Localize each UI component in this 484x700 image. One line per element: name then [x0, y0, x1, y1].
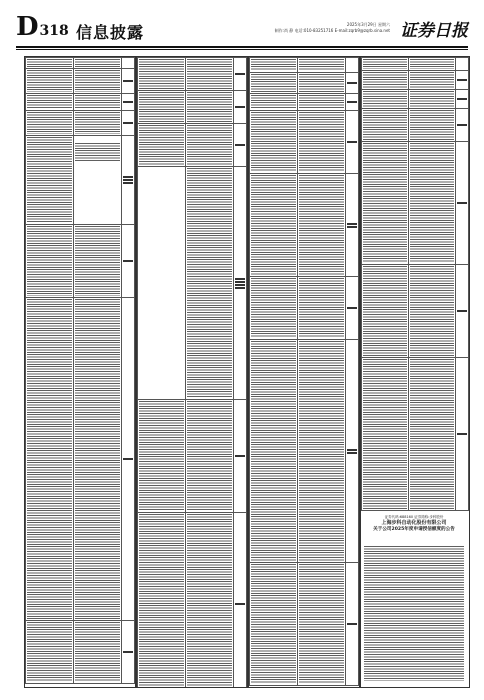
text-block	[75, 70, 120, 92]
text-block	[187, 168, 232, 398]
table-cell	[74, 111, 122, 136]
text-block	[139, 125, 184, 165]
table-cell	[250, 563, 298, 686]
table-cell	[26, 94, 74, 111]
vote-cell	[122, 298, 135, 621]
column-3	[248, 56, 360, 688]
column-2	[136, 56, 248, 688]
table-cell	[362, 358, 409, 511]
text-block	[299, 74, 344, 92]
text-block	[187, 125, 232, 165]
table-cell	[26, 621, 74, 684]
table-cell	[186, 124, 234, 167]
table-cell	[409, 90, 456, 109]
vote-cell	[122, 621, 135, 684]
table-cell	[298, 277, 346, 340]
table-cell	[298, 563, 346, 686]
table-cell	[138, 58, 186, 91]
table-cell	[409, 142, 456, 265]
text-block	[363, 143, 407, 263]
vote-cell	[456, 358, 469, 511]
page-number	[16, 14, 69, 40]
table-cell	[409, 109, 456, 142]
text-block	[187, 59, 232, 89]
table-cell	[250, 174, 298, 277]
text-block	[363, 91, 407, 107]
table-cell	[250, 73, 298, 94]
vote-cell	[456, 71, 469, 90]
text-block	[139, 59, 184, 89]
table-cell	[186, 513, 234, 689]
table-cell	[409, 265, 456, 358]
notice-heading	[362, 515, 466, 533]
table-cell	[186, 58, 234, 91]
text-block	[363, 266, 407, 356]
text-block	[75, 112, 120, 134]
text-block	[410, 72, 454, 88]
stock-code-line: 证券代码:688160 证券简称:步科股份	[384, 515, 444, 519]
table-cell	[298, 111, 346, 174]
table-cell	[409, 71, 456, 90]
notice-title: 关于公司2025年度申请授信额度的公告	[373, 527, 455, 532]
table-cell	[138, 400, 186, 513]
vote-cell	[456, 142, 469, 265]
text-block	[299, 59, 344, 71]
table-cell	[298, 58, 346, 73]
text-block	[251, 74, 296, 92]
text-block	[363, 59, 407, 69]
table-cell	[26, 298, 74, 621]
company-name: 上海步科自动化股份有限公司	[381, 520, 447, 526]
table-cell	[250, 94, 298, 111]
text-block	[27, 70, 72, 92]
vote-cell	[122, 69, 135, 94]
text-block	[27, 226, 72, 296]
disclosure-table	[249, 57, 359, 686]
text-block	[187, 401, 232, 511]
table-cell	[74, 58, 122, 69]
text-block	[410, 110, 454, 140]
table-cell	[186, 400, 234, 513]
editor-line: 制作:尚 静 电话:010-83251716 E-mail:zqrb9@zqrb.sina.net	[274, 28, 390, 33]
table-cell	[138, 167, 186, 400]
notice-body-text	[364, 546, 464, 681]
vote-cell	[346, 111, 359, 174]
column-1	[24, 56, 136, 688]
text-block	[251, 564, 296, 684]
table-cell	[26, 111, 74, 136]
text-block	[299, 112, 344, 172]
text-block	[27, 59, 72, 67]
text-block	[299, 564, 344, 684]
text-block	[410, 359, 454, 509]
table-cell	[26, 136, 74, 225]
table-cell	[138, 513, 186, 689]
text-block	[251, 59, 296, 71]
date-line: 2025年3月29日 星期六	[346, 22, 390, 27]
text-block	[299, 95, 344, 109]
text-block	[27, 112, 72, 134]
text-block	[410, 143, 454, 263]
table-cell	[26, 58, 74, 69]
page-letter: D	[16, 12, 39, 42]
vote-cell	[346, 58, 359, 73]
table-cell	[186, 91, 234, 124]
table-cell	[409, 58, 456, 71]
table-cell	[74, 136, 122, 225]
text-block	[75, 95, 120, 109]
text-block	[75, 143, 120, 161]
table-cell	[250, 58, 298, 73]
text-block	[251, 95, 296, 109]
table-cell	[298, 94, 346, 111]
text-block	[75, 59, 120, 67]
text-block	[363, 72, 407, 88]
table-cell	[186, 167, 234, 400]
vote-cell	[346, 277, 359, 340]
text-block	[363, 359, 407, 509]
vote-cell	[122, 94, 135, 111]
table-cell	[250, 111, 298, 174]
header-rule	[16, 46, 468, 48]
vote-cell	[234, 91, 247, 124]
table-cell	[362, 58, 409, 71]
table-cell	[298, 174, 346, 277]
vote-cell	[234, 513, 247, 689]
text-block	[139, 92, 184, 122]
text-block	[27, 299, 72, 619]
table-cell	[74, 298, 122, 621]
table-cell	[138, 91, 186, 124]
vote-cell	[234, 124, 247, 167]
text-block	[187, 92, 232, 122]
text-block	[410, 59, 454, 69]
vote-cell	[456, 90, 469, 109]
text-block	[299, 341, 344, 561]
edition-meta	[275, 22, 390, 34]
table-cell	[362, 265, 409, 358]
table-cell	[362, 109, 409, 142]
text-block	[187, 514, 232, 688]
text-block	[410, 91, 454, 107]
table-cell	[26, 69, 74, 94]
vote-cell	[234, 58, 247, 91]
brand-logo: 证券日报	[400, 21, 468, 41]
table-cell	[250, 277, 298, 340]
table-cell	[409, 358, 456, 511]
text-block	[251, 341, 296, 561]
text-block	[75, 299, 120, 619]
vote-cell	[122, 136, 135, 225]
text-block	[139, 514, 184, 688]
disclosure-table	[361, 57, 469, 511]
text-block	[363, 110, 407, 140]
text-block	[139, 401, 184, 511]
text-block	[27, 622, 72, 682]
table-cell	[298, 73, 346, 94]
text-block	[299, 175, 344, 275]
vote-cell	[234, 400, 247, 513]
table-cell	[26, 225, 74, 298]
text-block	[251, 175, 296, 275]
vote-cell	[122, 58, 135, 69]
table-cell	[362, 90, 409, 109]
text-block	[27, 137, 72, 223]
masthead	[16, 12, 468, 46]
table-cell	[74, 69, 122, 94]
vote-cell	[346, 94, 359, 111]
text-block	[75, 226, 120, 296]
table-cell	[362, 142, 409, 265]
table-cell	[298, 340, 346, 563]
vote-cell	[456, 109, 469, 142]
table-cell	[74, 225, 122, 298]
section-title: 信息披露	[76, 23, 145, 42]
vote-cell	[122, 225, 135, 298]
vote-cell	[456, 58, 469, 71]
vote-cell	[346, 340, 359, 563]
text-block	[299, 278, 344, 338]
table-cell	[250, 340, 298, 563]
text-block	[410, 266, 454, 356]
text-block	[27, 95, 72, 109]
table-cell	[362, 71, 409, 90]
page-num: 318	[39, 23, 69, 39]
vote-cell	[346, 563, 359, 686]
vote-cell	[346, 73, 359, 94]
disclosure-table	[137, 57, 247, 688]
header-rule-thin	[16, 49, 468, 50]
table-cell	[74, 94, 122, 111]
text-block	[251, 112, 296, 172]
vote-cell	[122, 111, 135, 136]
vote-cell	[234, 167, 247, 400]
text-block	[75, 622, 120, 682]
vote-cell	[346, 174, 359, 277]
disclosure-table	[25, 57, 135, 684]
vote-cell	[456, 265, 469, 358]
text-block	[251, 278, 296, 338]
table-cell	[74, 621, 122, 684]
table-cell	[138, 124, 186, 167]
